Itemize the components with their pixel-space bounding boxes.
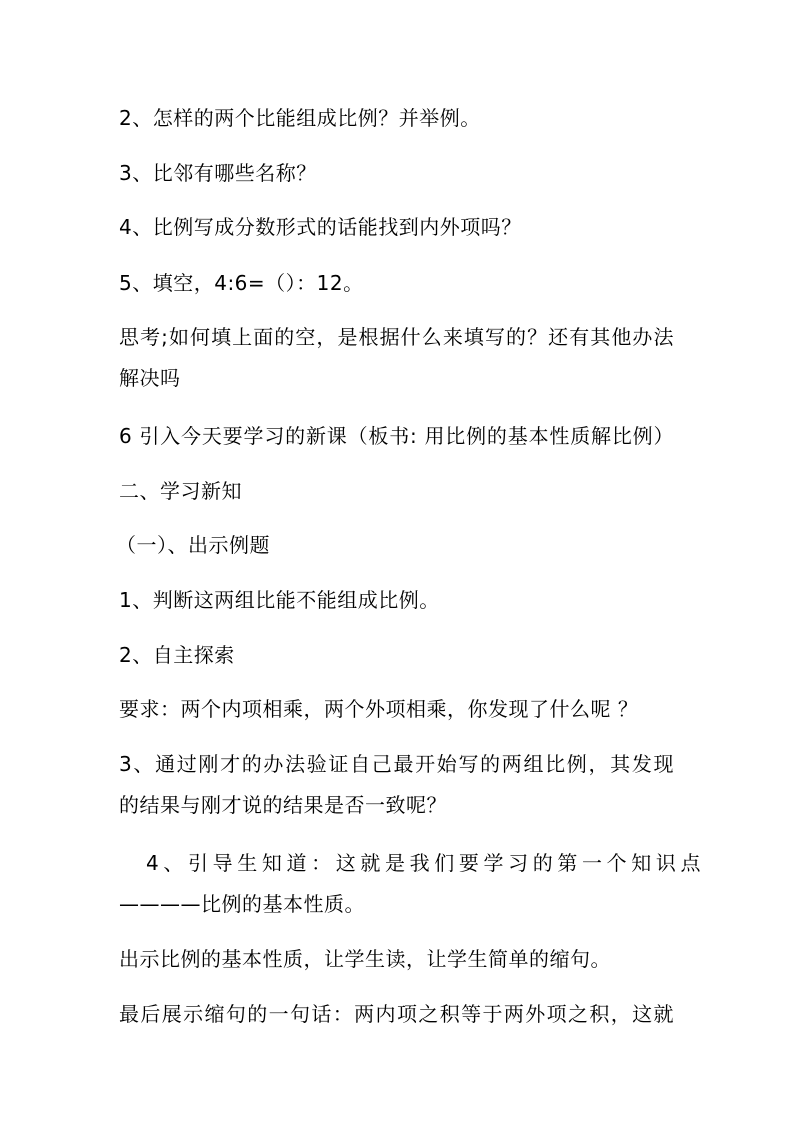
step-2: 2、自主探索 bbox=[119, 643, 235, 667]
thinking-line-2: 解决吗 bbox=[119, 366, 181, 390]
summary-sentence: 最后展示缩句的一句话：两内项之积等于两外项之积，这就 bbox=[119, 1002, 674, 1026]
step-4-line-2: ————比例的基本性质。 bbox=[119, 892, 365, 916]
subsection-example: （一）、出示例题 bbox=[116, 533, 270, 557]
section-heading-learn: 二、学习新知 bbox=[119, 479, 242, 503]
new-lesson-intro: 6 引入今天要学习的新课（板书: 用比例的基本性质解比例） bbox=[119, 424, 674, 448]
requirement-text: 要求：两个内项相乘，两个外项相乘，你发现了什么呢 ？ bbox=[119, 697, 639, 721]
show-property-text: 出示比例的基本性质，让学生读，让学生简单的缩句。 bbox=[119, 947, 611, 971]
step-1: 1、判断这两组比能不能组成比例。 bbox=[119, 588, 440, 612]
question-3: 3、比邻有哪些名称？ bbox=[119, 161, 317, 185]
question-5: 5、填空，4:6=（）：12。 bbox=[119, 271, 364, 295]
step-3-line-1: 3、通过刚才的办法验证自己最开始写的两组比例，其发现 bbox=[119, 752, 674, 776]
step-3-line-2: 的结果与刚才说的结果是否一致呢？ bbox=[119, 793, 447, 817]
thinking-line-1: 思考;如何填上面的空，是根据什么来填写的？还有其他办法 bbox=[119, 325, 674, 349]
question-4: 4、比例写成分数形式的话能找到内外项吗？ bbox=[119, 215, 522, 239]
question-2: 2、怎样的两个比能组成比例？并举例。 bbox=[119, 106, 481, 130]
step-4-line-1: 4、引导生知道：这就是我们要学习的第一个知识点 bbox=[146, 851, 701, 875]
